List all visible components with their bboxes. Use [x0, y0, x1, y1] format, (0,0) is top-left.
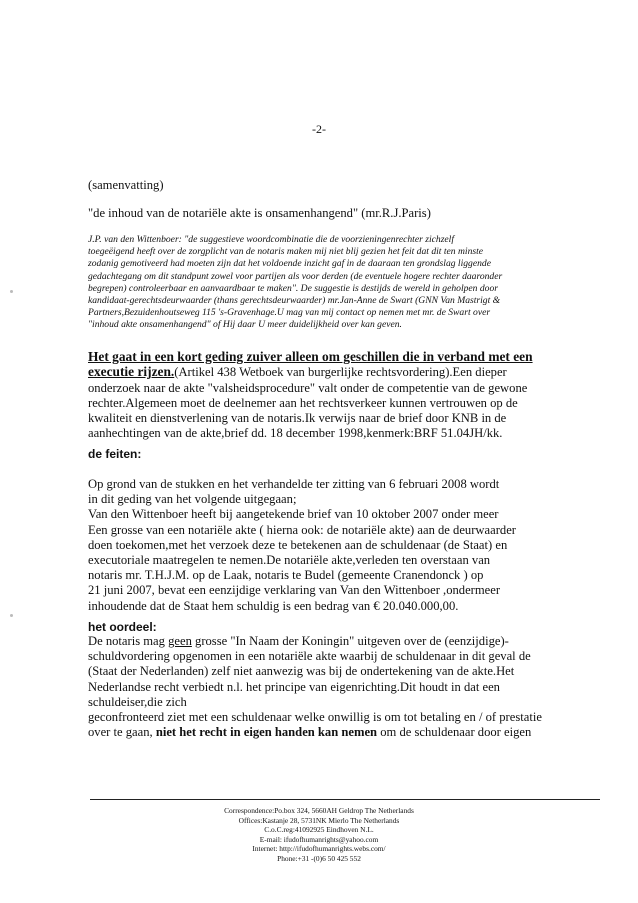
intro-line: aanhechtingen van de akte,brief dd. 18 december 1998,kenmerk:BRF 51.04JH/kk. — [88, 426, 503, 441]
intro-paragraph — [88, 349, 558, 441]
feiten-line: notaris mr. T.H.J.M. op de Laak, notaris te Budel (gemeente Cranendonck ) op — [88, 568, 484, 583]
page-number: -2- — [312, 122, 326, 136]
intro-heading-line: Het gaat in een kort geding zuiver alleen om geschillen die in verband met een — [88, 349, 533, 364]
scan-mark — [10, 290, 13, 293]
italic-line: J.P. van den Wittenboer: "de suggestieve woordcombinatie die de voorzieningenrechter zichzelf — [88, 234, 455, 245]
footer-divider — [90, 799, 600, 800]
feiten-line: inhoudende dat de Staat hem schuldig is een bedrag van € 20.040.000,00. — [88, 598, 459, 613]
intro-line — [88, 364, 558, 380]
italic-paragraph — [88, 234, 558, 332]
footer-line: E-mail: ifudofhumanrights@yahoo.com — [259, 834, 379, 844]
feiten-line: Een grosse van een notariële akte ( hierna ook: de notariële akte) aan de deurwaarder — [88, 522, 516, 537]
samenvatting-label: (samenvatting) — [88, 178, 164, 192]
quote-line: "de inhoud van de notariële akte is onsamenhangend" (mr.R.J.Paris) — [88, 206, 431, 220]
oordeel-last-bold: niet het recht in eigen handen kan nemen — [155, 725, 378, 740]
oordeel-line — [88, 725, 558, 740]
oordeel-line: schuldvordering opgenomen in een notariële akte waarbij de schuldenaar in dit geval de — [88, 649, 531, 664]
oordeel-line: schuldeiser,die zich — [88, 694, 187, 709]
footer-address — [0, 806, 638, 864]
feiten-line: doen toekomen,met het verzoek deze te betekenen aan de schuldenaar (de Staat) en — [88, 537, 508, 552]
italic-line: Partners,Bezuidenhoutseweg 115 's-Gravenhage.U mag van mij contact op nemen met mr. de Swart over — [88, 307, 491, 319]
scan-mark — [10, 614, 13, 617]
feiten-heading: de feiten: — [88, 447, 142, 461]
italic-line: "inhoud akte onsamenhangend" of Hij daar U meer duidelijkheid over kan geven. — [88, 319, 402, 331]
footer-line: Internet: http://ifudofhumanrights.webs.com/ — [252, 844, 386, 854]
italic-line: gedachtegang om dit standpunt zowel voor partijen als voor derden (de eventuele hogere rechter daaronder — [88, 270, 503, 282]
oordeel-line-post: grosse "In Naam der Koningin" uitgeven over de (eenzijdige)- — [191, 634, 509, 648]
intro-heading-underlined: executie rijzen. — [88, 364, 175, 380]
intro-line: rechter.Algemeen moet de deelnemer aan het rechtsverkeer kunnen vertrouwen op de — [88, 395, 518, 410]
oordeel-heading: het oordeel: — [88, 620, 157, 634]
feiten-line: Van den Wittenboer heeft bij aangetekende brief van 10 oktober 2007 onder meer — [88, 507, 499, 522]
italic-line: kandidaat-gerechtsdeurwaarder (thans gerechtsdeurwaarder) mr.Jan-Anne de Swart (GNN Van Mastrigt & — [88, 295, 501, 307]
intro-heading-rest: (Artikel 438 Wetboek van burgerlijke rechtsvordering).Een dieper — [174, 365, 507, 380]
oordeel-geen: geen — [168, 634, 192, 648]
oordeel-last-post: om de schuldenaar door eigen — [377, 725, 532, 740]
footer-line: C.o.C.reg:41092925 Eindhoven N.L. — [264, 825, 374, 835]
oordeel-line — [88, 634, 558, 649]
oordeel-line-pre: De notaris mag — [88, 634, 169, 648]
footer-line: Correspondence:Po.box 324, 5660AH Geldrop The Netherlands — [224, 806, 414, 815]
feiten-line: Op grond van de stukken en het verhandelde ter zitting van 6 februari 2008 wordt — [88, 477, 500, 491]
italic-line: toegeëigend heeft over de zorgplicht van de notaris maken mij niet blij gezien het feit dat dit ten minste — [88, 246, 484, 258]
oordeel-paragraph — [88, 634, 558, 740]
footer-line: Offices:Kastanje 28, 5731NK Mierlo The Netherlands — [238, 815, 400, 825]
footer-line: Phone:+31 -(0)6 50 425 552 — [277, 853, 361, 863]
oordeel-line: (Staat der Nederlanden) zelf niet aanwezig was bij de ondertekening van de akte.Het — [88, 664, 515, 679]
feiten-line: executoriale maatregelen te nemen.De notariële akte,verleden ten overstaan van — [88, 553, 491, 568]
oordeel-line: geconfronteerd ziet met een schuldenaar welke onwillig is om tot betaling en / of prestatie — [88, 710, 542, 725]
oordeel-last-pre: over te gaan, — [88, 725, 156, 740]
feiten-paragraph — [88, 477, 558, 614]
italic-line: zodanig gemotiveerd had moeten zijn dat het voldoende inzicht gaf in de daaraan ten grondslag liggende — [88, 258, 491, 270]
italic-line: begrepen) controleerbaar en aanvaardbaar te maken". De suggestie is destijds de wereld in geholpen door — [88, 282, 498, 294]
feiten-line: in dit geding van het volgende uitgegaan; — [88, 492, 297, 507]
feiten-line: 21 juni 2007, bevat een eenzijdige verklaring van Van den Wittenboer ,ondermeer — [88, 583, 501, 598]
intro-line: onderzoek naar de akte "valsheidsprocedure" valt onder de competentie van de gewone — [88, 380, 528, 395]
intro-line: kwaliteit en dienstverlening van de notaris.Ik verwijs naar de brief door KNB in de — [88, 411, 507, 426]
oordeel-line: Nederlandse recht verbiedt n.l. het principe van eigenrichting.Dit houdt in dat een — [88, 679, 500, 694]
